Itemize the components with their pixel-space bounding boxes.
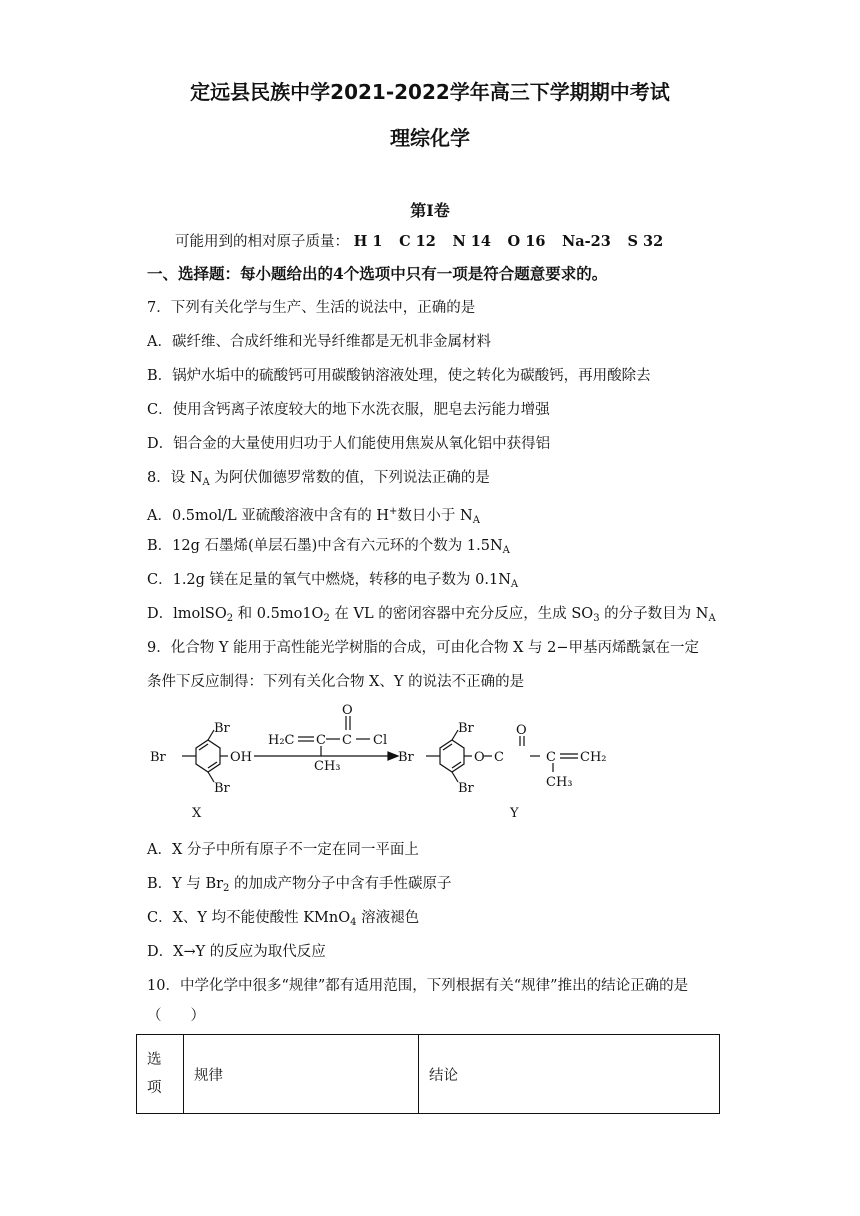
q8-option-a: A．0.5mol/L 亚硫酸溶液中含有的 H+数日小于 $N_A$ (147, 506, 480, 526)
q7-option-d: D．铝合金的大量使用归功于人们能使用焦炭从氧化铝中获得铝 (147, 436, 551, 452)
atomic-mass-n: N 14 (452, 233, 491, 250)
atomic-masses-label: 可能用到的相对原子质量： (175, 234, 349, 250)
exam-title: 定远县民族中学2021-2022学年高三下学期期中考试 (190, 80, 670, 104)
q9-stem-line1: 9．化合物 Y 能用于高性能光学树脂的合成，可由化合物 X 与 2−甲基丙烯酰氯在一定 (147, 640, 700, 656)
q8-stem: 8．设 $N_A$ 为阿伏伽德罗常数的值，下列说法正确的是 (147, 470, 490, 488)
x-br-bottom: Br (214, 781, 230, 796)
compound-x (182, 730, 228, 782)
reagent-cl: Cl (373, 733, 388, 748)
reagent-c1: C (316, 733, 326, 748)
q8-option-c: C．1.2g 镁在足量的氧气中燃烧，转移的电子数为 $0.1N_A$ (147, 572, 519, 590)
reagent-ch3: CH₃ (314, 759, 341, 774)
x-oh: OH (230, 750, 252, 765)
q7-option-b: B．锅炉水垢中的硫酸钙可用碳酸钠溶液处理，使之转化为碳酸钙，再用酸除去 (147, 368, 651, 384)
q9-option-a: A．X 分子中所有原子不一定在同一平面上 (147, 842, 419, 858)
atomic-masses (175, 232, 675, 252)
y-c2: C (546, 750, 556, 765)
section-heading: 第I卷 (410, 201, 450, 220)
table-header-rule: 规律 (184, 1035, 419, 1114)
y-o-carbonyl: O (516, 723, 527, 738)
y-br-bottom: Br (458, 781, 474, 796)
q9-option-b: B．Y 与 $Br_2$ 的加成产物分子中含有手性碳原子 (147, 876, 452, 894)
x-br-left: Br (150, 750, 166, 765)
atomic-mass-o: O 16 (507, 233, 546, 250)
y-br-top: Br (458, 721, 474, 736)
label-y: Y (510, 806, 519, 821)
exam-subtitle: 理综化学 (390, 126, 470, 150)
q7-option-a: A．碳纤维、合成纤维和光导纤维都是无机非金属材料 (147, 334, 491, 350)
table-header-option: 选 项 (137, 1035, 184, 1114)
atomic-mass-s: S 32 (627, 233, 664, 250)
q9-option-d: D．X→Y 的反应为取代反应 (147, 944, 326, 960)
label-x: X (192, 806, 202, 821)
y-ch3: CH₃ (546, 775, 573, 790)
y-c1: C (494, 750, 504, 765)
q9-stem-line2: 条件下反应制得：下列有关化合物 X、Y 的说法不正确的是 (147, 674, 525, 690)
x-br-top: Br (214, 721, 230, 736)
reaction-scheme (140, 700, 620, 830)
atomic-mass-c: C 12 (399, 233, 436, 250)
reagent-h2c: H₂C (268, 733, 295, 748)
q10-stem-line1: 10．中学化学中很多“规律”都有适用范围，下列根据有关“规律”推出的结论正确的是 (147, 978, 689, 994)
q8-option-b: B．12g 石墨烯(单层石墨)中含有六元环的个数为 $1.5N_A$ (147, 538, 510, 556)
atomic-mass-h: H 1 (353, 233, 383, 250)
q9-option-c: C．X、Y 均不能使酸性 KMnO$_4$ 溶液褪色 (147, 910, 420, 928)
y-o-ester: O (474, 750, 485, 765)
y-ch2: CH₂ (580, 750, 607, 765)
q8-option-d: D．lmolSO$_2$ 和 $0.5mo1O_2$ 在 VL 的密闭容器中充分反应，生成 $SO_3$ 的分子数目为 $N_A$ (147, 606, 716, 624)
reagent-c2: C (342, 733, 352, 748)
table-header-conclusion: 结论 (419, 1035, 720, 1114)
y-br-left: Br (398, 750, 414, 765)
part1-heading: 一、选择题：每小题给出的4个选项中只有一项是符合题意要求的。 (147, 264, 608, 283)
table-row (137, 1035, 720, 1114)
q7-option-c: C．使用含钙离子浓度较大的地下水洗衣服，肥皂去污能力增强 (147, 402, 550, 418)
q10-table (136, 1034, 720, 1114)
q7-stem: 7．下列有关化学与生产、生活的说法中，正确的是 (147, 300, 476, 316)
reagent-o: O (342, 703, 353, 718)
q10-stem-line2: （ ） (147, 1008, 205, 1024)
atomic-mass-na: Na-23 (562, 233, 611, 250)
